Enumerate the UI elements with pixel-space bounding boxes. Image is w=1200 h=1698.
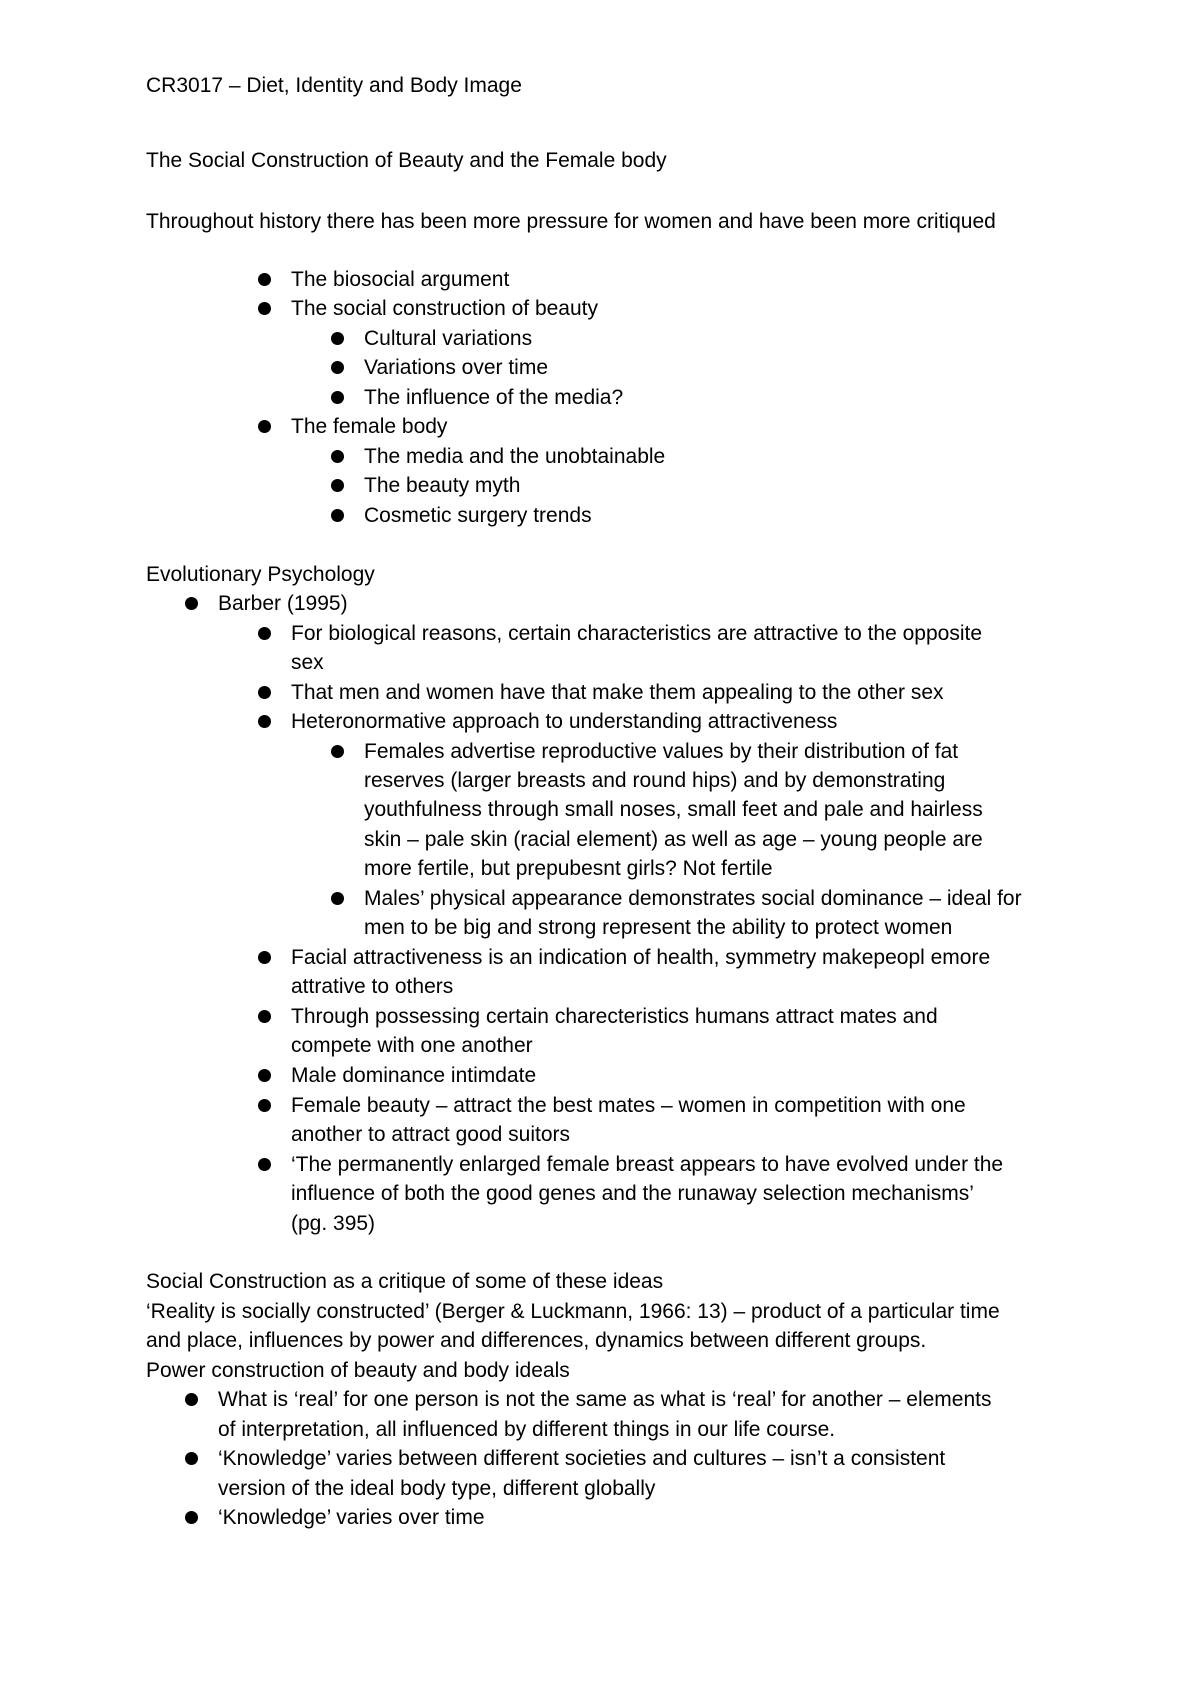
list-item: What is ‘real’ for one person is not the same as what is ‘real’ for another – elements [218,1388,992,1411]
bullet-icon [258,1010,271,1023]
section-heading-social: Social Construction as a critique of some of these ideas [146,1270,664,1293]
outline-subitem: Cultural variations [364,327,533,350]
outline-subitem: Variations over time [364,356,549,379]
list-item: Barber (1995) [218,592,348,615]
bullet-icon [331,450,344,463]
list-subitem-continuation: more fertile, but prepubesnt girls? Not fertile [364,857,773,880]
list-subitem: Males’ physical appearance demonstrates social dominance – ideal for [364,887,1022,910]
bullet-icon [331,361,344,374]
outline-item: The female body [291,415,448,438]
bullet-icon [331,892,344,905]
list-item-continuation: compete with one another [291,1034,533,1057]
bullet-icon [185,1393,198,1406]
body-text: ‘Reality is socially constructed’ (Berger & Luckmann, 1966: 13) – product of a particular time [146,1300,1000,1323]
bullet-icon [185,1452,198,1465]
intro-text: Throughout history there has been more pressure for women and have been more critiqued [146,210,996,233]
bullet-icon [258,273,271,286]
list-item: Male dominance intimdate [291,1064,537,1087]
list-subitem-continuation: skin – pale skin (racial element) as well as age – young people are [364,828,983,851]
list-subitem-continuation: men to be big and strong represent the ability to protect women [364,916,953,939]
bullet-icon [258,627,271,640]
list-item-continuation: (pg. 395) [291,1212,376,1235]
outline-subitem: The influence of the media? [364,386,624,409]
list-item: For biological reasons, certain characteristics are attractive to the opposite [291,622,983,645]
bullet-icon [258,1069,271,1082]
bullet-icon [331,332,344,345]
body-text: Power construction of beauty and body ideals [146,1359,570,1382]
bullet-icon [258,715,271,728]
bullet-icon [258,686,271,699]
list-item-continuation: attrative to others [291,975,454,998]
list-item-continuation: of interpretation, all influenced by different things in our life course. [218,1418,836,1441]
list-item: Female beauty – attract the best mates – women in competition with one [291,1094,966,1117]
outline-item: The biosocial argument [291,268,510,291]
bullet-icon [331,509,344,522]
bullet-icon [331,391,344,404]
bullet-icon [258,1158,271,1171]
list-subitem-continuation: youthfulness through small noses, small feet and pale and hairless [364,798,983,821]
list-item: Heteronormative approach to understanding attractiveness [291,710,838,733]
list-subitem-continuation: reserves (larger breasts and round hips) and by demonstrating [364,769,946,792]
bullet-icon [258,1099,271,1112]
list-item-continuation: another to attract good suitors [291,1123,570,1146]
list-item: Through possessing certain charecteristics humans attract mates and [291,1005,938,1028]
outline-subitem: The media and the unobtainable [364,445,666,468]
list-subitem: Females advertise reproductive values by their distribution of fat [364,740,959,763]
bullet-icon [331,479,344,492]
bullet-icon [331,745,344,758]
list-item-continuation: version of the ideal body type, different globally [218,1477,656,1500]
bullet-icon [185,1511,198,1524]
list-item-continuation: sex [291,651,324,674]
list-item: ‘The permanently enlarged female breast appears to have evolved under the [291,1153,1004,1176]
list-item-continuation: influence of both the good genes and the runaway selection mechanisms’ [291,1182,974,1205]
section-heading-evolutionary: Evolutionary Psychology [146,563,375,586]
body-text: and place, influences by power and differences, dynamics between different groups. [146,1329,927,1352]
outline-subitem: The beauty myth [364,474,521,497]
outline-subitem: Cosmetic surgery trends [364,504,592,527]
list-item: Facial attractiveness is an indication of health, symmetry makepeopl emore [291,946,991,969]
course-title: CR3017 – Diet, Identity and Body Image [146,74,522,97]
list-item: ‘Knowledge’ varies between different societies and cultures – isn’t a consistent [218,1447,946,1470]
bullet-icon [185,597,198,610]
bullet-icon [258,302,271,315]
list-item: That men and women have that make them appealing to the other sex [291,681,944,704]
outline-item: The social construction of beauty [291,297,599,320]
lecture-title: The Social Construction of Beauty and the Female body [146,149,667,172]
bullet-icon [258,420,271,433]
list-item: ‘Knowledge’ varies over time [218,1506,485,1529]
bullet-icon [258,951,271,964]
